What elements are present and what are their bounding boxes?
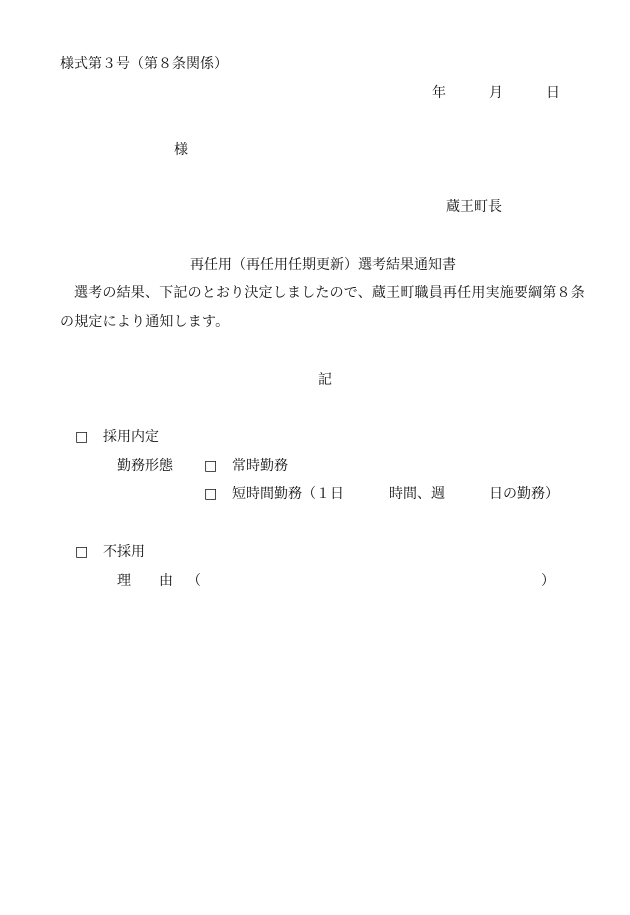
date-day-label: 日 <box>546 85 560 101</box>
part-time-label-start: 短時間勤務（１日 <box>232 486 344 502</box>
part-time-checkbox: □ <box>204 486 218 502</box>
full-time-checkbox: □ <box>204 458 218 474</box>
hired-label: 採用内定 <box>103 429 159 445</box>
form-number: 様式第３号（第８条関係） <box>60 56 228 72</box>
date-year-label: 年 <box>432 85 446 101</box>
body-text-line-2: の規定により通知します。 <box>60 314 230 330</box>
body-text-line-1: 選考の結果、下記のとおり決定しましたので、蔵王町職員再任用実施要綱第８条 <box>74 285 585 301</box>
reason-open-paren: （ <box>187 573 201 589</box>
work-type-label: 勤務形態 <box>117 458 173 474</box>
not-hired-label: 不採用 <box>103 544 145 560</box>
part-time-label-days: 日の勤務） <box>489 486 559 502</box>
ki-heading: 記 <box>318 372 332 388</box>
document-title: 再任用（再任用任期更新）選考結果通知書 <box>190 257 456 273</box>
not-hired-checkbox: □ <box>75 544 89 560</box>
hired-checkbox: □ <box>75 429 89 445</box>
reason-label: 理 由 <box>117 573 173 589</box>
reason-close-paren: ） <box>541 573 555 589</box>
full-time-label: 常時勤務 <box>232 458 288 474</box>
addressee-honorific: 様 <box>174 142 188 158</box>
part-time-label-hours: 時間、週 <box>389 486 445 502</box>
date-month-label: 月 <box>489 85 503 101</box>
sender-name: 蔵王町長 <box>446 199 502 215</box>
